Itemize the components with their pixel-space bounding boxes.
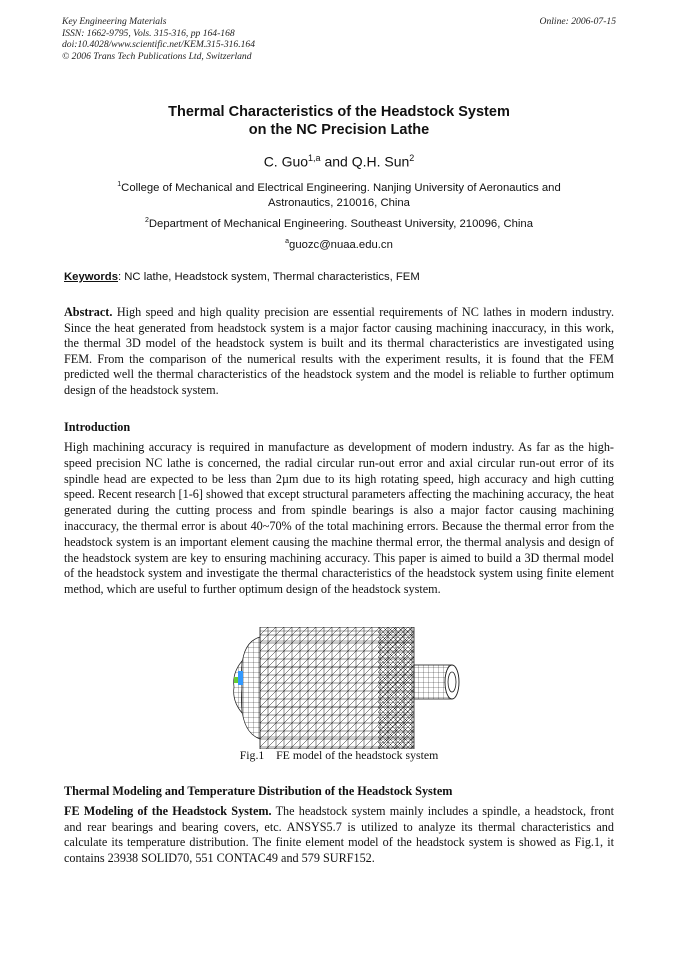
online-date: Online: 2006-07-15 [539, 16, 616, 27]
journal-header [62, 16, 616, 62]
keywords-label: Keywords [64, 271, 118, 283]
keywords [64, 271, 420, 283]
journal-doi: doi:10.4028/www.scientific.net/KEM.315-316.164 [62, 39, 256, 50]
author-1: C. Guo [263, 153, 309, 170]
keywords-text: : NC lathe, Headstock system, Thermal characteristics, FEM [118, 271, 420, 283]
headstock-mesh [260, 627, 414, 749]
introduction-text: High machining accuracy is required in manufacture as development of modern industry. As far as the high-speed precision NC lathe is concerned, the radial circular run-out error and axial circular run-out error of its spindle head are expected to be less than 2µm due to its high rotating speed, high accuracy and high cutting speed. Recent research [1-6] showed that except structural parameters affecting the machining accuracy, the heat generated during the cutting process and from spindle bearings is also a major factor causing machining inaccuracy, the thermal error is about 40~70% of the total machining errors. Because the thermal error from the headstock system is an important element causing the machine thermal error, the thermal analysis and design of the headstock system are key to ensuring machining accuracy. This paper is aimed to build a 3D thermal model of the headstock system and investigate the thermal characteristics of the headstock system using finite element method, which are useful to further optimum design of the headstock system. [64, 440, 614, 597]
author-conjunction: and [320, 153, 352, 170]
section2-text [64, 804, 614, 866]
front-bearing-cover-mesh [234, 637, 260, 739]
section2-body: The headstock system mainly includes a spindle, a headstock, front and rear bearings and bearing covers, etc. ANSYS5.7 is utilized to analyze its thermal characteristics and calculate its temperature distribution. The finite element model of the headstock system is showed as Fig.1, it contains 23938 SOLID70, 551 CONTAC49 and 579 SURF152. [64, 804, 614, 865]
section2-heading: Thermal Modeling and Temperature Distribution of the Headstock System [64, 784, 453, 798]
figure-caption: Fig.1 FE model of the headstock system [239, 748, 439, 762]
journal-name: Key Engineering Materials [62, 16, 167, 27]
author-2-sup: 2 [409, 153, 415, 163]
affiliation-1 [90, 177, 588, 211]
section2-sublabel: FE Modeling of the Headstock System. [64, 804, 272, 818]
email-sup: a [285, 238, 290, 245]
paper-title [0, 103, 678, 139]
spindle-mesh [414, 665, 459, 699]
affiliation-2 [90, 213, 588, 232]
abstract-text: High speed and high quality precision are essential requirements of NC lathes in modern industry. Since the heat generated from headstock system is a major factor causing machining inaccuracy, in this work, the thermal 3D model of the headstock system is built and its thermal characteristics are investigated using FEM. From the comparison of the numerical results with the experiment results, it is found that the FEM predicted well the thermal characteristics of the headstock system and the model is reliable to further optimum design of the headstock system. [64, 305, 614, 397]
affiliation-2-sup: 2 [144, 217, 149, 224]
fe-model-figure [228, 627, 460, 749]
affiliation-2-text: Department of Mechanical Engineering. Southeast University, 210096, China [148, 217, 533, 230]
title-line-2: on the NC Precision Lathe [248, 122, 430, 138]
affiliation-1-text: College of Mechanical and Electrical Engineering. Nanjing University of Aeronautics and Astronautics, 210016, China [121, 181, 561, 209]
author-email [90, 234, 588, 253]
affiliation-1-sup: 1 [117, 181, 122, 188]
introduction-heading: Introduction [64, 420, 131, 434]
journal-issn: ISSN: 1662-9795, Vols. 315-316, pp 164-168 [62, 27, 235, 39]
journal-copyright: © 2006 Trans Tech Publications Ltd, Switzerland [62, 50, 252, 62]
author-1-sup: 1,a [308, 153, 321, 163]
title-line-1: Thermal Characteristics of the Headstock System [168, 104, 510, 120]
abstract [64, 305, 614, 399]
author-list [0, 153, 678, 170]
author-2: Q.H. Sun [351, 153, 410, 170]
abstract-label: Abstract. [64, 305, 113, 319]
email-text: guozc@nuaa.edu.cn [289, 238, 393, 251]
